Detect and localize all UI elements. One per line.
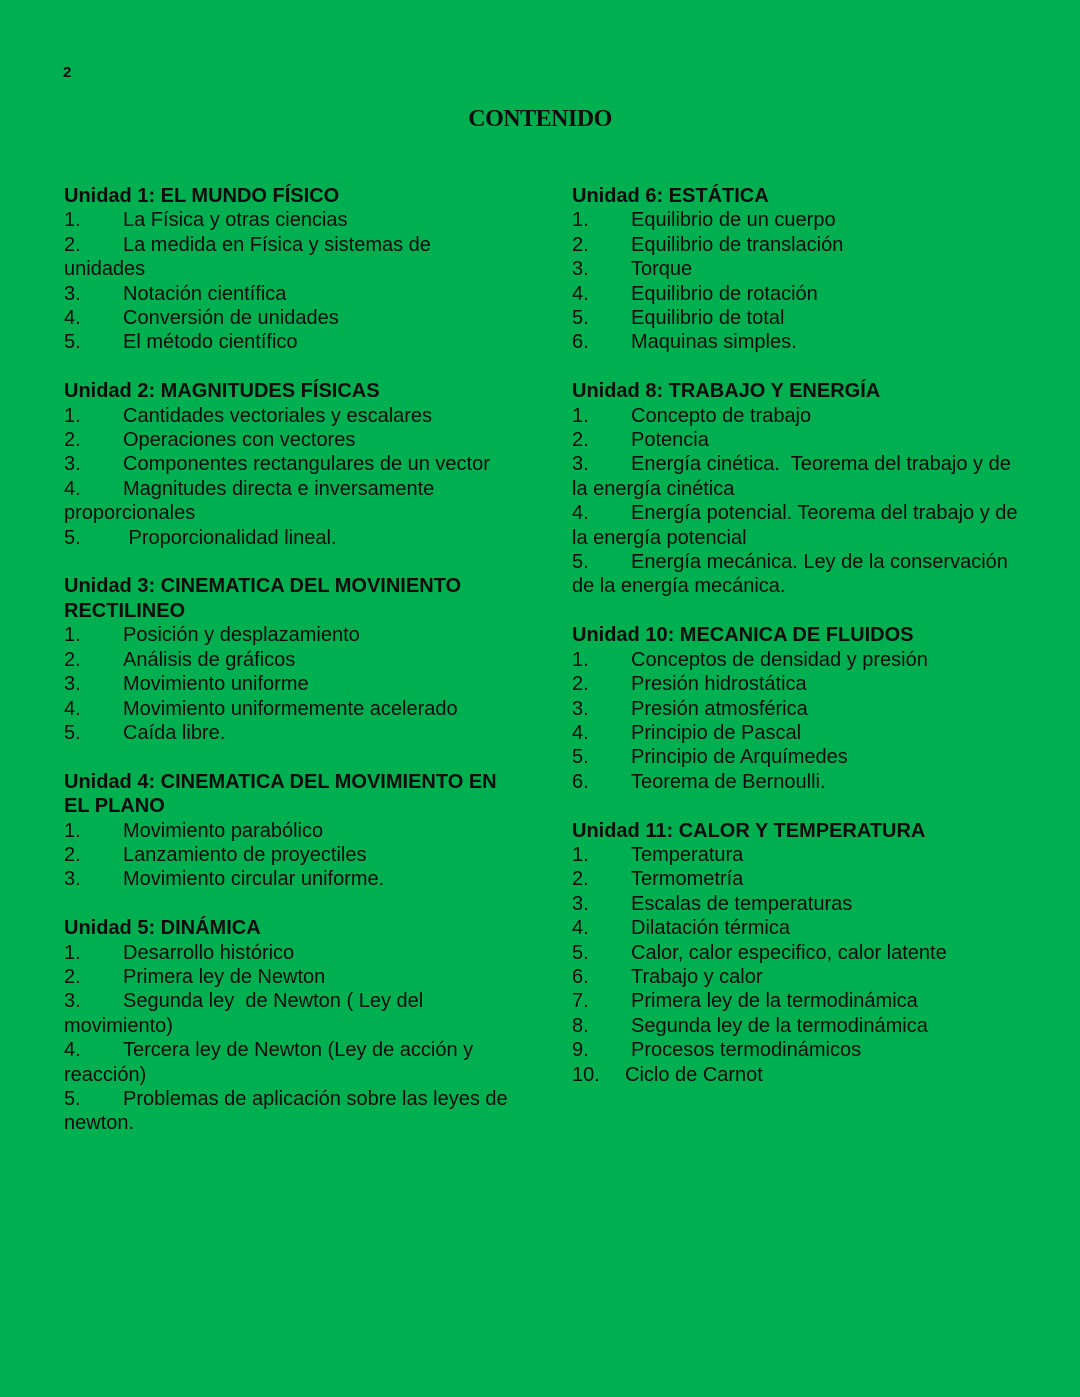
list-item	[572, 257, 1022, 281]
unit-section	[572, 184, 1022, 355]
item-text: Teorema de Bernoulli.	[631, 770, 826, 793]
list-item	[64, 721, 514, 745]
item-number: 5.	[572, 551, 589, 574]
item-text: El método científico	[123, 331, 298, 354]
item-number: 9.	[572, 1039, 589, 1062]
list-item	[64, 989, 514, 1038]
item-number: 8.	[572, 1014, 589, 1037]
toc-left-column	[64, 184, 514, 1160]
item-text: Análisis de gráficos	[123, 648, 296, 671]
list-item	[64, 330, 514, 354]
list-item	[572, 745, 1022, 769]
list-item	[64, 843, 514, 867]
item-text: Principio de Arquímedes	[631, 746, 848, 769]
list-item	[64, 452, 514, 476]
item-number: 1.	[572, 209, 589, 232]
list-item	[572, 965, 1022, 989]
list-item	[64, 306, 514, 330]
item-number: 2.	[572, 233, 589, 256]
item-text: Torque	[631, 258, 693, 281]
item-text: Procesos termodinámicos	[631, 1039, 862, 1062]
item-text: Cantidades vectoriales y escalares	[123, 404, 433, 427]
item-number: 3.	[572, 258, 589, 281]
list-item	[572, 330, 1022, 354]
list-item	[64, 965, 514, 989]
unit-item-list	[64, 208, 514, 354]
item-number: 1.	[64, 624, 81, 647]
item-number: 4.	[572, 721, 589, 744]
item-number: 1.	[572, 843, 589, 866]
list-item	[572, 843, 1022, 867]
list-item	[572, 867, 1022, 891]
item-number: 3.	[64, 868, 81, 891]
item-text: Energía cinética. Teorema del trabajo y de la energía cinética	[572, 453, 1017, 500]
item-text: Conceptos de densidad y presión	[631, 648, 928, 671]
list-item	[572, 892, 1022, 916]
list-item	[572, 452, 1022, 501]
list-item	[572, 1014, 1022, 1038]
item-number: 1.	[64, 819, 81, 842]
item-number: 2.	[64, 429, 81, 452]
item-text: Segunda ley de la termodinámica	[631, 1014, 928, 1037]
list-item	[572, 916, 1022, 940]
item-text: Energía mecánica. Ley de la conservación de la energía mecánica.	[572, 551, 1014, 598]
list-item	[572, 1063, 1022, 1087]
list-item	[572, 282, 1022, 306]
item-number: 4.	[572, 502, 589, 525]
item-text: Trabajo y calor	[631, 965, 763, 988]
unit-item-list	[64, 623, 514, 745]
item-number: 3.	[64, 673, 81, 696]
unit-item-list	[572, 843, 1022, 1087]
list-item	[64, 208, 514, 232]
item-number: 3.	[572, 453, 589, 476]
item-number: 5.	[572, 941, 589, 964]
list-item	[64, 623, 514, 647]
item-text: Temperatura	[631, 843, 744, 866]
list-item	[572, 404, 1022, 428]
item-number: 1.	[572, 648, 589, 671]
toc-right-column	[572, 184, 1022, 1111]
item-number: 1.	[64, 941, 81, 964]
item-text: Equilibrio de translación	[631, 233, 844, 256]
item-text: Maquinas simples.	[631, 331, 797, 354]
list-item	[572, 501, 1022, 550]
item-text: Potencia	[631, 429, 709, 452]
item-text: Lanzamiento de proyectiles	[123, 843, 367, 866]
item-text: Movimiento uniforme	[123, 673, 309, 696]
item-text: Equilibrio de un cuerpo	[631, 209, 836, 232]
item-text: Termometría	[631, 868, 744, 891]
item-number: 4.	[572, 917, 589, 940]
unit-section	[572, 819, 1022, 1087]
list-item	[64, 233, 514, 282]
item-number: 3.	[572, 892, 589, 915]
list-item	[64, 477, 514, 526]
item-text: Operaciones con vectores	[123, 429, 356, 452]
list-item	[572, 721, 1022, 745]
list-item	[572, 306, 1022, 330]
unit-section	[64, 916, 514, 1136]
item-text: Presión atmosférica	[631, 697, 808, 720]
item-text: Energía potencial. Teorema del trabajo y de la energía potencial	[572, 502, 1024, 549]
item-text: Proporcionalidad lineal.	[123, 526, 337, 549]
unit-heading: Unidad 4: CINEMATICA DEL MOVIMIENTO EN EL PLANO	[64, 770, 503, 818]
item-number: 3.	[64, 282, 81, 305]
list-item	[572, 770, 1022, 794]
item-number: 4.	[64, 307, 81, 330]
unit-section	[64, 770, 514, 892]
unit-item-list	[64, 819, 514, 892]
item-text: Conversión de unidades	[123, 307, 339, 330]
item-text: Dilatación térmica	[631, 917, 790, 940]
unit-item-list	[64, 404, 514, 550]
item-text: Componentes rectangulares de un vector	[123, 453, 490, 476]
list-item	[64, 941, 514, 965]
list-item	[572, 941, 1022, 965]
unit-item-list	[572, 404, 1022, 599]
item-number: 5.	[572, 746, 589, 769]
item-number: 4.	[64, 697, 81, 720]
item-number: 4.	[64, 1039, 81, 1062]
item-text: Primera ley de Newton	[123, 965, 326, 988]
item-text: Tercera ley de Newton (Ley de acción y reacción)	[64, 1039, 479, 1086]
list-item	[572, 697, 1022, 721]
item-number: 2.	[64, 843, 81, 866]
item-text: Presión hidrostática	[631, 673, 807, 696]
unit-heading: Unidad 5: DINÁMICA	[64, 917, 261, 940]
item-number: 7.	[572, 990, 589, 1013]
list-item	[572, 648, 1022, 672]
item-number: 2.	[572, 868, 589, 891]
unit-heading: Unidad 1: EL MUNDO FÍSICO	[64, 185, 340, 207]
list-item	[64, 867, 514, 891]
list-item	[572, 428, 1022, 452]
item-text: Equilibrio de total	[631, 307, 785, 330]
item-number: 1.	[64, 404, 81, 427]
item-number: 5.	[572, 307, 589, 330]
list-item	[572, 550, 1022, 599]
item-number: 2.	[64, 648, 81, 671]
list-item	[572, 233, 1022, 257]
unit-section	[64, 379, 514, 550]
item-text: Equilibrio de rotación	[631, 282, 818, 305]
list-item	[64, 697, 514, 721]
item-number: 3.	[64, 990, 81, 1013]
list-item	[64, 428, 514, 452]
unit-item-list	[572, 648, 1022, 794]
item-text: Problemas de aplicación sobre las leyes de newton.	[64, 1087, 514, 1135]
item-text: Desarrollo histórico	[123, 941, 295, 964]
item-number: 6.	[572, 770, 589, 793]
item-number: 1.	[572, 404, 589, 427]
list-item	[64, 526, 514, 550]
item-number: 6.	[572, 965, 589, 988]
unit-section	[572, 623, 1022, 794]
item-number: 3.	[64, 453, 81, 476]
item-number: 10.	[572, 1063, 600, 1086]
list-item	[64, 1038, 514, 1087]
list-item	[572, 1038, 1022, 1062]
item-text: Magnitudes directa e inversamente proporcionales	[64, 477, 440, 525]
item-number: 3.	[572, 697, 589, 720]
item-number: 2.	[572, 429, 589, 452]
item-text: Posición y desplazamiento	[123, 624, 360, 647]
unit-heading: Unidad 2: MAGNITUDES FÍSICAS	[64, 380, 380, 403]
item-number: 5.	[64, 1087, 81, 1110]
item-number: 4.	[64, 477, 81, 500]
item-number: 4.	[572, 282, 589, 305]
item-text: Movimiento circular uniforme.	[123, 868, 385, 891]
unit-heading: Unidad 11: CALOR Y TEMPERATURA	[572, 819, 926, 842]
unit-heading: Unidad 3: CINEMATICA DEL MOVINIENTO RECTILINEO	[64, 575, 467, 622]
item-text: Escalas de temperaturas	[631, 892, 853, 915]
item-text: Concepto de trabajo	[631, 404, 812, 427]
list-item	[64, 648, 514, 672]
list-item	[64, 672, 514, 696]
unit-heading: Unidad 8: TRABAJO Y ENERGÍA	[572, 380, 881, 403]
item-number: 5.	[64, 331, 81, 354]
item-number: 2.	[572, 673, 589, 696]
item-text: Primera ley de la termodinámica	[631, 990, 918, 1013]
page-number: 2	[63, 64, 72, 81]
list-item	[64, 404, 514, 428]
item-number: 5.	[64, 721, 81, 744]
item-number: 6.	[572, 331, 589, 354]
item-text: Calor, calor especifico, calor latente	[631, 941, 947, 964]
list-item	[572, 208, 1022, 232]
unit-section	[64, 574, 514, 745]
list-item	[572, 989, 1022, 1013]
unit-item-list	[64, 941, 514, 1136]
item-text: Notación científica	[123, 282, 287, 305]
unit-item-list	[572, 208, 1022, 354]
list-item	[64, 1087, 514, 1136]
page-title: CONTENIDO	[468, 106, 612, 132]
list-item	[572, 672, 1022, 696]
item-text: Ciclo de Carnot	[625, 1063, 763, 1086]
unit-section	[572, 379, 1022, 599]
unit-heading: Unidad 6: ESTÁTICA	[572, 185, 769, 207]
item-text: La Física y otras ciencias	[123, 209, 348, 232]
item-text: Segunda ley de Newton ( Ley del movimiento)	[64, 990, 429, 1037]
unit-section	[64, 184, 514, 355]
item-text: Principio de Pascal	[631, 721, 802, 744]
item-text: Movimiento parabólico	[123, 819, 324, 842]
item-number: 5.	[64, 526, 81, 549]
item-text: Caída libre.	[123, 721, 226, 744]
unit-heading: Unidad 10: MECANICA DE FLUIDOS	[572, 624, 914, 647]
list-item	[64, 819, 514, 843]
item-number: 2.	[64, 233, 81, 256]
item-text: Movimiento uniformemente acelerado	[123, 697, 458, 720]
list-item	[64, 282, 514, 306]
item-text: La medida en Física y sistemas de unidades	[64, 233, 437, 281]
item-number: 1.	[64, 209, 81, 232]
item-number: 2.	[64, 965, 81, 988]
